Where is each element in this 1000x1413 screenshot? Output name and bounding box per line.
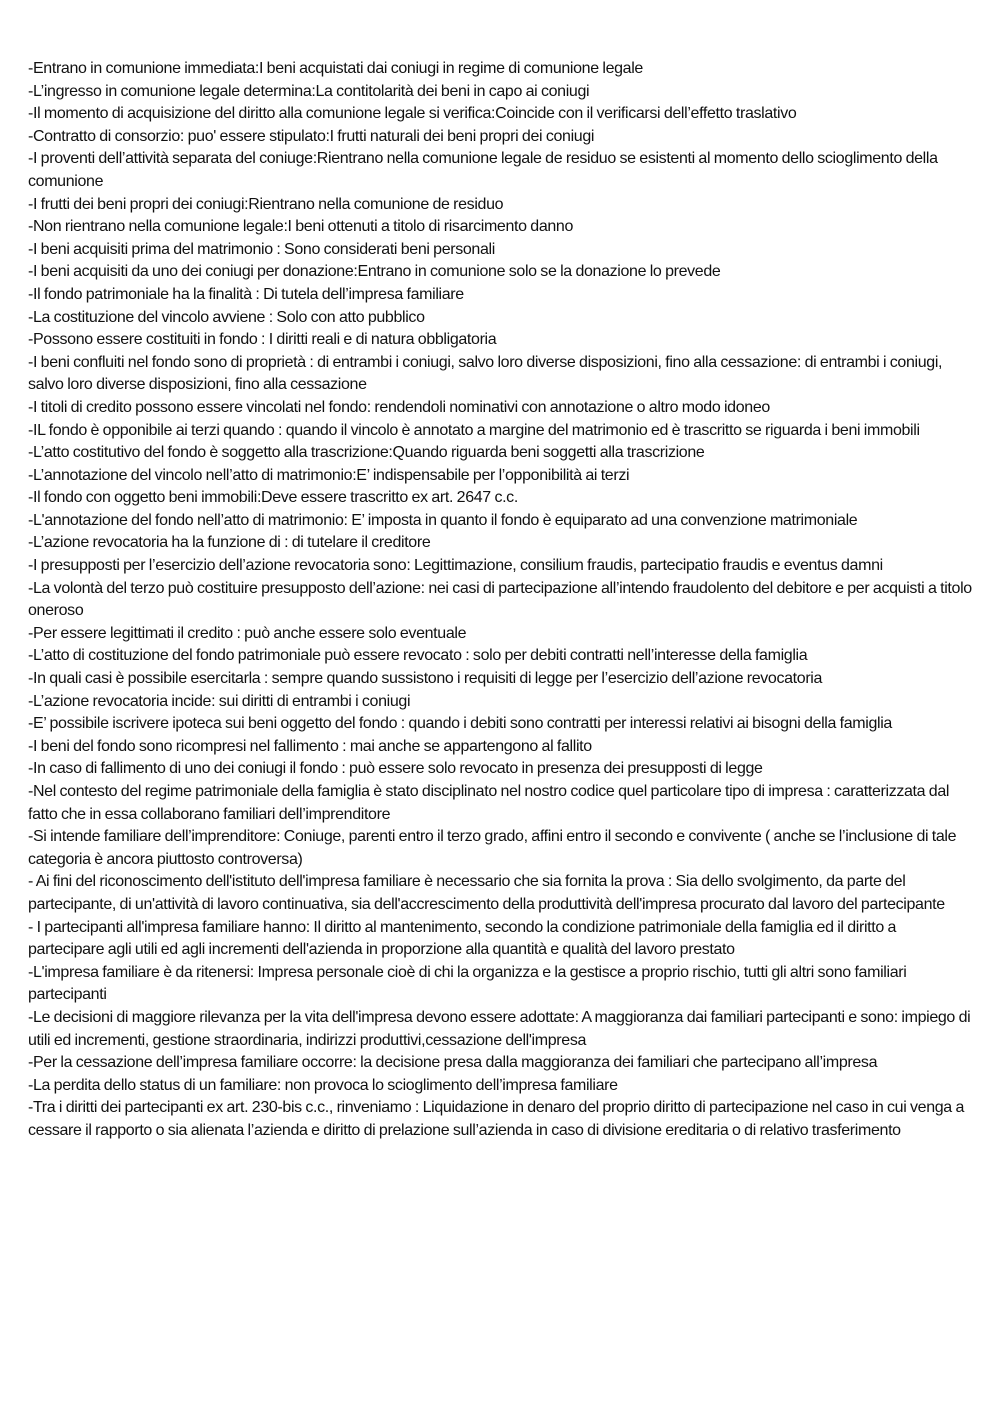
text-line: -L’atto di costituzione del fondo patrimoniale può essere revocato : solo per debiti contratti nell’interesse della famiglia — [28, 647, 808, 665]
text-line: -I frutti dei beni propri dei coniugi:Rientrano nella comunione de residuo — [28, 195, 504, 213]
text-line: -La costituzione del vincolo avviene : Solo con atto pubblico — [28, 308, 425, 326]
text-line: -I beni confluiti nel fondo sono di proprietà : di entrambi i coniugi, salvo loro diverse disposizioni, fino alla cessazione: di entrambi i coniugi, salvo loro diverse disposizioni, fino alla cessazione — [28, 353, 943, 394]
text-line: -Il fondo patrimoniale ha la finalità : Di tutela dell’impresa familiare — [28, 285, 464, 303]
text-line: -I proventi dell’attività separata del coniuge:Rientrano nella comunione legale de residuo se esistenti al momento dello scioglimento della comunione — [28, 150, 938, 190]
text-line: -Entrano in comunione immediata:I beni acquistati dai coniugi in regime di comunione legale — [28, 60, 643, 77]
text-line: -Non rientrano nella comunione legale:I beni ottenuti a titolo di risarcimento danno — [28, 218, 574, 236]
text-line: -L’azione revocatoria ha la funzione di : di tutelare il creditore — [28, 534, 431, 552]
text-line: -Possono essere costituiti in fondo : I diritti reali e di natura obbligatoria — [28, 331, 497, 349]
text-line: -Tra i diritti dei partecipanti ex art. 230-bis c.c., rinveniamo : Liquidazione in denaro del proprio diritto di partecipazione nel caso in cui venga a cessare il rapporto o sia alienata l’azienda e diritto di prelazione sull’azienda in caso di divisione ereditaria o di relativo trasferimento — [28, 1099, 964, 1139]
text-line: -Le decisioni di maggiore rilevanza per la vita dell'impresa devono essere adottate: A maggioranza dai familiari partecipanti e sono: impiego di utili ed incrementi, gestione straordinaria, indirizzi produttivi,cessazione dell'impresa — [28, 1008, 971, 1049]
text-line: -L’atto costitutivo del fondo è soggetto alla trascrizione:Quando riguarda beni soggetti alla trascrizione — [28, 444, 705, 462]
text-line: -Contratto di consorzio: puo' essere stipulato:I frutti naturali dei beni propri dei coniugi — [28, 127, 595, 145]
text-line: -La perdita dello status di un familiare: non provoca lo scioglimento dell’impresa familiare — [28, 1076, 618, 1094]
text-line: -In caso di fallimento di uno dei coniugi il fondo : può essere solo revocato in presenza dei presupposti di legge — [28, 760, 763, 778]
text-line: -L’annotazione del vincolo nell’atto di matrimonio:E’ indispensabile per l’opponibilità ai terzi — [28, 466, 630, 484]
text-line: -Il momento di acquisizione del diritto alla comunione legale si verifica:Coincide con il verificarsi dell’effetto traslativo — [28, 105, 797, 123]
text-line: -L’ingresso in comunione legale determina:La contitolarità dei beni in capo ai coniugi — [28, 82, 590, 100]
text-line: -IL fondo è opponibile ai terzi quando : quando il vincolo è annotato a margine del matrimonio ed è trascritto se riguarda i beni immobili — [28, 421, 920, 439]
text-line: -I beni acquisiti prima del matrimonio : Sono considerati beni personali — [28, 240, 495, 258]
text-line: -Nel contesto del regime patrimoniale della famiglia è stato disciplinato nel nostro codice quel particolare tipo di impresa : caratterizzata dal fatto che in essa collaborano familiari dell’imprenditore — [28, 783, 950, 823]
text-line: -In quali casi è possibile esercitarla : sempre quando sussistono i requisiti di legge per l’esercizio dell’azione revocatoria — [28, 670, 823, 688]
text-line: -Per essere legittimati il credito : può anche essere solo eventuale — [28, 624, 467, 642]
text-line: -Il fondo con oggetto beni immobili:Deve essere trascritto ex art. 2647 c.c. — [28, 489, 518, 507]
text-line: -E’ possibile iscrivere ipoteca sui beni oggetto del fondo : quando i debiti sono contratti per interessi relativi ai bisogni della famiglia — [28, 715, 892, 733]
text-line: -I presupposti per l’esercizio dell’azione revocatoria sono: Legittimazione, consilium fraudis, partecipatio fraudis e eventus damni — [28, 557, 883, 575]
text-line: -I titoli di credito possono essere vincolati nel fondo: rendendoli nominativi con annotazione o altro modo idoneo — [28, 398, 770, 416]
text-line: -L'impresa familiare è da ritenersi: Impresa personale cioè di chi la organizza e la gestisce a proprio rischio, tutti gli altri sono familiari partecipanti — [28, 963, 907, 1004]
text-line: -Per la cessazione dell’impresa familiare occorre: la decisione presa dalla maggioranza dei familiari che partecipano all’impresa — [28, 1054, 878, 1072]
text-line: -L'annotazione del fondo nell’atto di matrimonio: E’ imposta in quanto il fondo è equiparato ad una convenzione matrimoniale — [28, 511, 858, 529]
text-line: -Si intende familiare dell’imprenditore: Coniuge, parenti entro il terzo grado, affini entro il secondo e convivente ( anche se l’inclusione di tale categoria è ancora piuttosto controversa) — [28, 828, 957, 868]
text-line: -I beni del fondo sono ricompresi nel fallimento : mai anche se appartengono al fallito — [28, 737, 592, 755]
text-line: -I beni acquisiti da uno dei coniugi per donazione:Entrano in comunione solo se la donazione lo prevede — [28, 263, 721, 281]
text-line: -L’azione revocatoria incide: sui diritti di entrambi i coniugi — [28, 692, 411, 710]
text-line: -La volontà del terzo può costituire presupposto dell’azione: nei casi di partecipazione all’intendo fraudolento del debitore e per acquisti a titolo oneroso — [28, 579, 972, 620]
text-line: - Ai fini del riconoscimento dell'istituto dell'impresa familiare è necessario che sia fornita la prova : Sia dello svolgimento, da parte del partecipante, di un'attività di lavoro continuativa, sia dell'accrescimento della produttività dell'impresa procurato dal lavoro del partecipante — [28, 873, 945, 913]
text-line: - I partecipanti all'impresa familiare hanno: Il diritto al mantenimento, secondo la condizione patrimoniale della famiglia ed il diritto a partecipare agli utili ed agli incrementi dell'azienda in proporzione alla quantità e qualità del lavoro prestato — [28, 918, 897, 959]
document-page — [28, 58, 972, 1143]
